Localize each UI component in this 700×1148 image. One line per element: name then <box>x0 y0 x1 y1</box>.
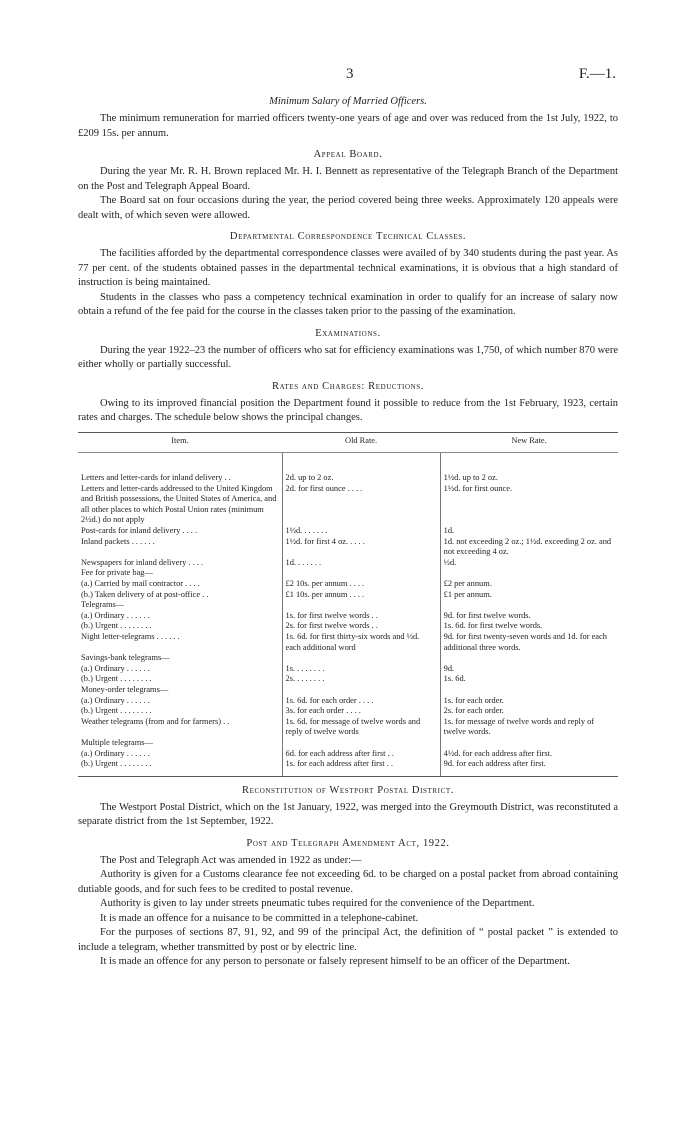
table-cell-old: £1 10s. per annum . . . . <box>282 590 440 601</box>
table-cell-old: 6d. for each address after first . . <box>282 749 440 760</box>
paragraph: The Board sat on four occasions during the year, the period covered being three weeks. Approximately 120 appeals were dealt with, of which seven were allowed. <box>78 195 618 221</box>
table-cell-new: 9d. for each address after first. <box>440 759 618 776</box>
table-cell-new: ½d. <box>440 558 618 569</box>
section-heading-examinations: Examinations. <box>315 327 381 339</box>
table-cell-old: 1s. 6d. for first thirty-six words and ½d. each additional word <box>282 632 440 653</box>
table-row <box>78 674 618 685</box>
table-cell-item: Fee for private bag— <box>81 568 153 578</box>
table-row <box>78 706 618 717</box>
table-cell-item: (b.) Urgent . . . . . . . . <box>81 674 152 684</box>
table-cell-new: 1s. for each order. <box>440 696 618 707</box>
table-cell-old: 1s. for each address after first . . <box>282 759 440 776</box>
table-cell-old: 2s. for first twelve words . . <box>282 621 440 632</box>
section-heading-amendment-act: Post and Telegraph Amendment Act, 1922. <box>246 837 450 849</box>
paragraph: Authority is given for a Customs clearance fee not exceeding 6d. to be charged on a postal packet from abroad containing dutiable goods, and for such fees to be credited to postal revenue. <box>78 869 618 895</box>
table-cell-item: Multiple telegrams— <box>81 737 153 747</box>
table-cell-new <box>440 653 618 664</box>
paragraph: Owing to its improved financial position the Department found it possible to reduce from the 1st February, 1923, certain rates and charges. The schedule below shows the principal changes. <box>78 397 618 423</box>
table-cell-item: (a.) Ordinary . . . . . . <box>81 748 150 758</box>
table-cell-old: 1½d. for first 4 oz. . . . . <box>282 537 440 558</box>
table-cell-old <box>282 685 440 696</box>
table-cell-new: 1s. 6d. for first twelve words. <box>440 621 618 632</box>
table-cell-old <box>282 600 440 611</box>
document-page <box>78 62 618 970</box>
table-cell-old <box>282 738 440 749</box>
table-cell-new: 1d. not exceeding 2 oz.; 1½d. exceeding 2 oz. and not exceeding 4 oz. <box>440 537 618 558</box>
table-cell-new: 1d. <box>440 526 618 537</box>
section-heading-correspondence-classes: Departmental Correspondence Technical Classes. <box>229 231 467 242</box>
table-row <box>78 568 618 579</box>
table-cell-new: 9d. for first twelve words. <box>440 611 618 622</box>
table-cell-old: 2d. for first ounce . . . . <box>282 484 440 526</box>
paragraph: The minimum remuneration for married officers twenty-one years of age and over was reduced from the 1st July, 1922, to £209 15s. per annum. <box>78 113 618 139</box>
table-cell-old: £2 10s. per annum . . . . <box>282 579 440 590</box>
table-cell-new: 1½d. up to 2 oz. <box>440 453 618 484</box>
table-row <box>78 453 618 484</box>
table-cell-new <box>440 600 618 611</box>
table-cell-item: Newspapers for inland delivery . . . . <box>81 557 204 567</box>
page-header <box>78 62 618 88</box>
table-cell-new <box>440 738 618 749</box>
column-header-new-rate: New Rate. <box>440 432 618 453</box>
table-cell-item: (a.) Ordinary . . . . . . <box>81 610 150 620</box>
paragraph: Students in the classes who pass a competency technical examination in order to qualify for an increase of salary now obtain a refund of the fee paid for the course in the classes taken prior to the passing of the examination. <box>78 291 618 317</box>
table-cell-new: £1 per annum. <box>440 590 618 601</box>
table-cell-new <box>440 685 618 696</box>
table-row <box>78 632 618 653</box>
table-cell-old: 2s. . . . . . . . <box>282 674 440 685</box>
section-heading-minimum-salary: Minimum Salary of Married Officers. <box>269 96 427 107</box>
table-cell-item: (b.) Urgent . . . . . . . . <box>78 759 282 776</box>
table-cell-item: Savings-bank telegrams— <box>81 653 170 663</box>
paragraph: The Westport Postal District, which on the 1st January, 1922, was merged into the Greymouth District, was reconstituted a separate district from the 1st September, 1922. <box>78 801 618 828</box>
table-cell-item: (b.) Urgent . . . . . . . . <box>81 621 152 631</box>
table-cell-item: (b.) Urgent . . . . . . . . <box>81 706 152 716</box>
table-cell-new <box>440 568 618 579</box>
paragraph: The Post and Telegraph Act was amended in 1922 as under:— <box>100 854 362 866</box>
table-cell-new: 1s. for message of twelve words and reply of twelve words. <box>440 717 618 738</box>
table-cell-old: 1s. for first twelve words . . <box>282 611 440 622</box>
table-cell-item: (b.) Taken delivery of at post-office . . <box>81 589 209 599</box>
table-cell-old: 1d. . . . . . . <box>282 558 440 569</box>
table-row <box>78 579 618 590</box>
table-row <box>78 600 618 611</box>
paragraph: During the year Mr. R. H. Brown replaced Mr. H. I. Bennett as representative of the Telegraph Branch of the Department on the Post and Telegraph Appeal Board. <box>78 166 618 192</box>
table-cell-old <box>282 568 440 579</box>
page-number: 3 <box>346 66 354 82</box>
table-cell-new: 9d. <box>440 664 618 675</box>
table-row <box>78 590 618 601</box>
table-row <box>78 611 618 622</box>
column-header-old-rate: Old Rate. <box>282 432 440 453</box>
table-cell-item: Post-cards for inland delivery . . . . <box>81 526 198 536</box>
table-cell-item: Money-order telegrams— <box>81 684 169 694</box>
table-row <box>78 696 618 707</box>
table-cell-old <box>282 653 440 664</box>
paragraph: It is made an offence for a nuisance to be committed in a telephone-cabinet. <box>100 912 419 924</box>
table-cell-item: Night letter-telegrams . . . . . . <box>81 632 180 641</box>
table-row <box>78 759 618 776</box>
paragraph: For the purposes of sections 87, 91, 92, and 99 of the principal Act, the definition of “ postal packet ” is extended to include a telegram, whether transmitted by post or by electric line. <box>78 927 618 953</box>
table-cell-old: 3s. for each order . . . . <box>282 706 440 717</box>
table-row <box>78 664 618 675</box>
paragraph: The facilities afforded by the departmental correspondence classes were availed of by 340 students during the past year. As 77 per cent. of the students obtained passes in the departmental technical examinations, it is obvious that a high standard of instruction is being maintained. <box>78 248 618 288</box>
table-cell-new: £2 per annum. <box>440 579 618 590</box>
table-cell-item: Weather telegrams (from and for farmers) . . <box>81 716 230 726</box>
table-row <box>78 537 618 558</box>
table-cell-item: Telegrams— <box>81 600 125 610</box>
paragraph: Authority is given to lay under streets pneumatic tubes required for the convenience of the Department. <box>100 898 535 910</box>
table-cell-new: 1s. 6d. <box>440 674 618 685</box>
table-cell-new: 1½d. for first ounce. <box>440 484 618 526</box>
page-code: F.—1. <box>578 66 616 82</box>
table-row <box>78 653 618 664</box>
table-cell-old: 1s. 6d. for message of twelve words and reply of twelve words <box>282 717 440 738</box>
column-header-item: Item. <box>78 432 282 453</box>
table-cell-old: 2d. up to 2 oz. <box>282 453 440 484</box>
table-row <box>78 717 618 738</box>
table-row <box>78 558 618 569</box>
table-cell-old: 1s. 6d. for each order . . . . <box>282 696 440 707</box>
rates-table <box>78 432 618 777</box>
section-heading-appeal-board: Appeal Board. <box>313 149 383 160</box>
table-cell-item: (a.) Ordinary . . . . . . <box>81 663 150 673</box>
table-cell-item: (a.) Carried by mail contractor . . . . <box>81 579 200 589</box>
table-cell-old: 1s. . . . . . . . <box>282 664 440 675</box>
table-cell-new: 9d. for first twenty-seven words and 1d. for each additional three words. <box>440 632 618 653</box>
section-heading-rates: Rates and Charges: Reductions. <box>272 380 424 392</box>
table-row <box>78 526 618 537</box>
table-cell-old: 1½d. . . . . . . <box>282 526 440 537</box>
table-row <box>78 738 618 749</box>
table-cell-item: Inland packets . . . . . . <box>81 536 155 546</box>
table-row <box>78 621 618 632</box>
table-cell-new: 4½d. for each address after first. <box>440 749 618 760</box>
section-heading-westport: Reconstitution of Westport Postal District. <box>242 784 454 796</box>
table-cell-item: (a.) Ordinary . . . . . . <box>81 695 150 705</box>
table-cell-item: Letters and letter-cards for inland delivery . . <box>81 473 231 483</box>
table-cell-item: Letters and letter-cards addressed to the United Kingdom and British possessions, the United States of America, and all other places to which Postal Union rates (minimum 2½d.) do not apply <box>81 483 277 525</box>
table-row <box>78 484 618 526</box>
table-row <box>78 749 618 760</box>
paragraph: During the year 1922–23 the number of officers who sat for efficiency examinations was 1,750, of which number 870 were either wholly or partially successful. <box>78 344 618 370</box>
table-cell-new: 2s. for each order. <box>440 706 618 717</box>
table-row <box>78 685 618 696</box>
paragraph: It is made an offence for any person to personate or falsely represent himself to be an officer of the Department. <box>100 956 570 968</box>
